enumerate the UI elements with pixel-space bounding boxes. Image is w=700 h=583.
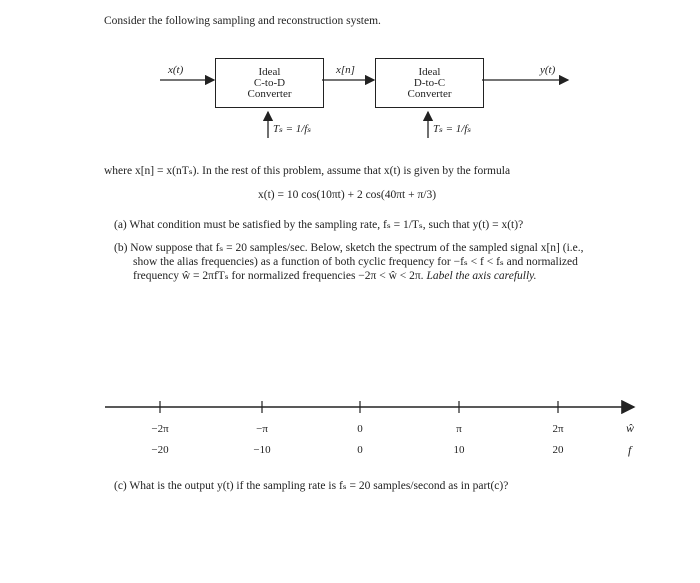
block1-line2: C-to-D [253,76,286,89]
block1-line1: Ideal [258,65,281,78]
part-b-line2: show the alias frequencies) as a function of both cyclic frequency for −fₛ < f < fₛ and normalized [133,256,578,268]
sampling-period-label-2: Tₛ = 1/fₛ [433,123,472,135]
omega-tick-2pi: 2π [552,423,564,435]
c-to-d-converter-block [215,58,324,108]
part-c-question: (c) What is the output y(t) if the sampling rate is fₛ = 20 samples/second as in part(c)? [114,480,509,492]
sampled-signal-label: x[n] [336,64,355,76]
output-signal-label: y(t) [540,64,556,76]
f-tick-neg-10: −10 [253,444,271,456]
part-b-line3-text: frequency ŵ = 2πfTₛ for normalized frequencies −2π < ŵ < 2π. [133,270,424,282]
block2-line1: Ideal [418,65,441,78]
d-to-c-converter-block [375,58,484,108]
f-tick-10: 10 [453,444,465,456]
omega-axis-symbol: ŵ [626,421,635,435]
part-a-question: (a) What condition must be satisfied by the sampling rate, fₛ = 1/Tₛ, such that y(t) = x(t)? [114,219,524,231]
block2-line3: Converter [407,87,452,100]
input-signal-label: x(t) [168,64,184,76]
part-b-instruction: Label the axis carefully. [426,270,537,282]
omega-tick-zero: 0 [357,423,363,435]
sampling-period-label-1: Tₛ = 1/fₛ [273,123,312,135]
f-tick-neg-20: −20 [151,444,169,456]
f-axis-symbol: f [628,443,632,457]
f-tick-zero: 0 [357,444,363,456]
omega-tick-neg-2pi: −2π [151,423,169,435]
omega-tick-neg-pi: −π [256,423,268,435]
block1-line3: Converter [247,87,292,100]
block2-line2: D-to-C [413,76,446,89]
f-tick-20: 20 [552,444,564,456]
where-text: where x[n] = x(nTₛ). In the rest of this problem, assume that x(t) is given by the formula [104,165,511,177]
omega-tick-pi: π [456,423,462,435]
part-b-line1: (b) Now suppose that fₛ = 20 samples/sec. Below, sketch the spectrum of the sampled signal x[n] (i.e., [114,242,584,254]
part-b-line3 [133,268,537,282]
intro-text: Consider the following sampling and reconstruction system. [104,15,381,27]
signal-formula: x(t) = 10 cos(10πt) + 2 cos(40πt + π/3) [258,189,437,201]
